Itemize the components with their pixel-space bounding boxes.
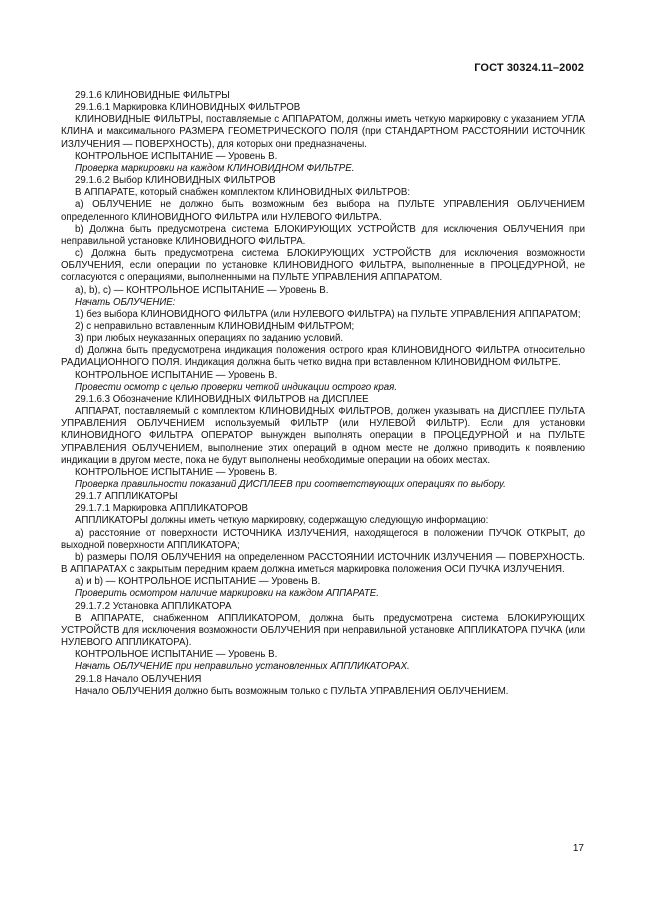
- body-paragraph: АППАРАТ, поставляемый с комплектом КЛИНОВИДНЫХ ФИЛЬТРОВ, должен указывать на ДИСПЛЕЕ ПУЛЬТА УПРАВЛЕНИЯ ОБЛУЧЕНИЕМ используемый ФИЛЬТР (или НУЛЕВОЙ ФИЛЬТР). Если для установки КЛИНОВИДНОГО ФИЛЬТРА ОПЕРАТОР вынужден выполнять операции в ПРОЦЕДУРНОЙ и на ПУЛЬТЕ УПРАВЛЕНИЯ ОБЛУЧЕНИЕМ, выполнение этих операций в одном месте не должно приводить к появлению индикации в другом месте, пока не будут выполнены необходимые операции на обоих местах.: [61, 406, 585, 466]
- standard-number: ГОСТ 30324.11–2002: [474, 62, 584, 74]
- list-item: а) расстояние от поверхности ИСТОЧНИКА ИЗЛУЧЕНИЯ, находящегося в положении ПУЧОК ОТКРЫТ, до выходной поверхности АППЛИКАТОРА;: [61, 527, 585, 551]
- subsection-heading: 29.1.6.1 Маркировка КЛИНОВИДНЫХ ФИЛЬТРОВ: [75, 102, 301, 114]
- test-procedure: Провести осмотр с целью проверки четкой индикации острого края.: [75, 381, 398, 393]
- test-level-line: КОНТРОЛЬНОЕ ИСПЫТАНИЕ — Уровень В.: [75, 150, 278, 162]
- subsection-heading: 29.1.7.1 Маркировка АППЛИКАТОРОВ: [75, 503, 248, 515]
- subsection-heading: 29.1.6.2 Выбор КЛИНОВИДНЫХ ФИЛЬТРОВ: [75, 175, 276, 187]
- section-heading: 29.1.7 АППЛИКАТОРЫ: [75, 491, 178, 503]
- test-level-line: КОНТРОЛЬНОЕ ИСПЫТАНИЕ — Уровень В.: [75, 466, 278, 478]
- page-number: 17: [572, 843, 584, 854]
- subsection-heading: 29.1.6.3 Обозначение КЛИНОВИДНЫХ ФИЛЬТРОВ на ДИСПЛЕЕ: [75, 393, 369, 405]
- test-procedure: Проверка правильности показаний ДИСПЛЕЕВ при соответствующих операциях по выбору.: [75, 479, 506, 490]
- body-paragraph: АППЛИКАТОРЫ должны иметь четкую маркировку, содержащую следующую информацию:: [75, 515, 489, 527]
- list-item: 2) с неправильно вставленным КЛИНОВИДНЫМ ФИЛЬТРОМ;: [75, 320, 355, 332]
- body-paragraph: КЛИНОВИДНЫЕ ФИЛЬТРЫ, поставляемые с АППАРАТОМ, должны иметь четкую маркировку с указанием УГЛА КЛИНА и максимального РАЗМЕРА ГЕОМЕТРИЧЕСКОГО ПОЛЯ (при СТАНДАРТНОМ РАССТОЯНИИ ИСТОЧНИК ИЗЛУЧЕНИЯ — ПОВЕРХНОСТЬ), для которых они предназначены.: [61, 114, 585, 150]
- test-level-line: а) и b) — КОНТРОЛЬНОЕ ИСПЫТАНИЕ — Уровень В.: [75, 576, 321, 588]
- document-body: [61, 90, 585, 698]
- test-procedure: Проверить осмотром наличие маркировки на каждом АППАРАТЕ.: [75, 588, 379, 600]
- subsection-heading: 29.1.7.2 Установка АППЛИКАТОРА: [75, 600, 232, 612]
- test-procedure: Начать ОБЛУЧЕНИЕ:: [75, 296, 176, 308]
- list-item: а) ОБЛУЧЕНИЕ не должно быть возможным без выбора на ПУЛЬТЕ УПРАВЛЕНИЯ ОБЛУЧЕНИЕМ определенного КЛИНОВИДНОГО ФИЛЬТРА или НУЛЕВОГО ФИЛЬТРА.: [61, 199, 585, 223]
- test-level-line: a), b), c) — КОНТРОЛЬНОЕ ИСПЫТАНИЕ — Уровень В.: [75, 284, 329, 296]
- test-procedure: Начать ОБЛУЧЕНИЕ при неправильно установленных АППЛИКАТОРАХ.: [75, 661, 410, 673]
- test-level-line: КОНТРОЛЬНОЕ ИСПЫТАНИЕ — Уровень В.: [75, 649, 278, 661]
- section-heading: 29.1.8 Начало ОБЛУЧЕНИЯ: [75, 673, 202, 685]
- body-paragraph: В АППАРАТЕ, снабженном АППЛИКАТОРОМ, должна быть предусмотрена система БЛОКИРУЮЩИХ УСТРОЙСТВ для исключения возможности ОБЛУЧЕНИЯ при неправильной установке АППЛИКАТОРА ПУЧКА (или НУЛЕВОГО АППЛИКАТОРА).: [61, 612, 585, 649]
- body-paragraph: В АППАРАТЕ, который снабжен комплектом КЛИНОВИДНЫХ ФИЛЬТРОВ:: [75, 187, 411, 199]
- list-item: b) Должна быть предусмотрена система БЛОКИРУЮЩИХ УСТРОЙСТВ для исключения ОБЛУЧЕНИЯ при неправильной установке КЛИНОВИДНОГО ФИЛЬТРА.: [61, 223, 585, 247]
- list-item: c) Должна быть предусмотрена система БЛОКИРУЮЩИХ УСТРОЙСТВ для исключения возможности ОБЛУЧЕНИЯ, если операции по установке КЛИНОВИДНОГО ФИЛЬТРА, выполненные в ПРОЦЕДУРНОЙ, не согласуются с операциями, выполненными на ПУЛЬТЕ УПРАВЛЕНИЯ АППАРАТОМ.: [61, 248, 585, 284]
- test-level-line: КОНТРОЛЬНОЕ ИСПЫТАНИЕ — Уровень В.: [75, 369, 278, 381]
- body-paragraph: Начало ОБЛУЧЕНИЯ должно быть возможным только с ПУЛЬТА УПРАВЛЕНИЯ ОБЛУЧЕНИЕМ.: [75, 685, 509, 697]
- list-item: 1) без выбора КЛИНОВИДНОГО ФИЛЬТРА (или НУЛЕВОГО ФИЛЬТРА) на ПУЛЬТЕ УПРАВЛЕНИЯ АППАРАТОМ;: [75, 308, 581, 320]
- test-procedure: Проверка маркировки на каждом КЛИНОВИДНОМ ФИЛЬТРЕ.: [75, 162, 355, 174]
- section-heading: 29.1.6 КЛИНОВИДНЫЕ ФИЛЬТРЫ: [75, 90, 230, 101]
- list-item: 3) при любых неуказанных операциях по заданию условий.: [75, 333, 344, 345]
- list-item: b) размеры ПОЛЯ ОБЛУЧЕНИЯ на определенном РАССТОЯНИИ ИСТОЧНИК ИЗЛУЧЕНИЯ — ПОВЕРХНОСТЬ. В АППАРАТАХ с закрытым передним краем должна иметься маркировка положения ОСИ ПУЧКА ИЗЛУЧЕНИЯ.: [61, 551, 585, 576]
- list-item: d) Должна быть предусмотрена индикация положения острого края КЛИНОВИДНОГО ФИЛЬТРА относительно РАДИАЦИОННОГО ПОЛЯ. Индикация должна быть четко видна при вставленном КЛИНОВИДНОМ ФИЛЬТРЕ.: [61, 345, 585, 369]
